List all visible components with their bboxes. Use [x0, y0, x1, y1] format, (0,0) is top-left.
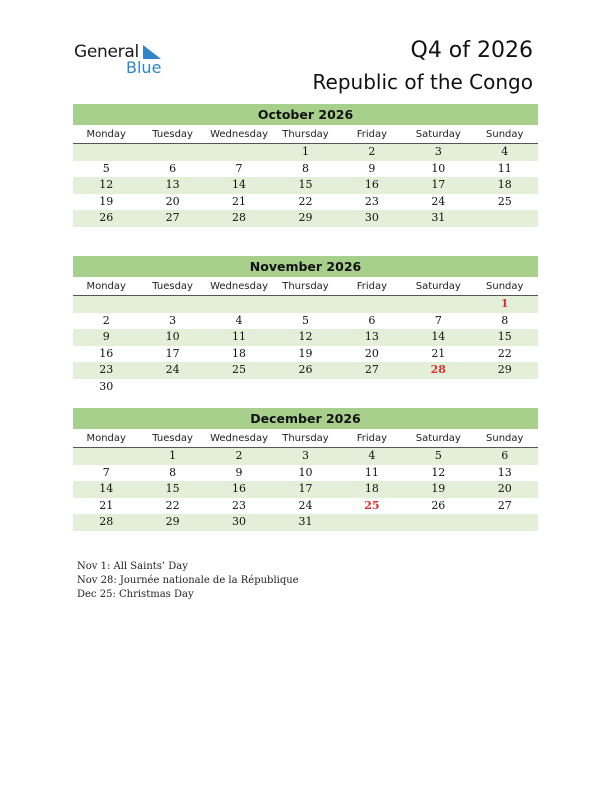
holiday-date-cell: 1	[500, 297, 509, 310]
week-row	[73, 379, 538, 396]
date-cell: 13	[165, 178, 180, 191]
date-cell: 24	[298, 498, 313, 512]
date-cell	[206, 144, 272, 161]
month-header: November 2026	[73, 256, 538, 277]
weekday-label: Monday	[86, 281, 126, 292]
date-cell: 26	[431, 498, 446, 512]
date-cell: 1	[169, 449, 177, 462]
month-header: December 2026	[73, 408, 538, 429]
date-cell: 6	[169, 161, 177, 175]
date-cell: 31	[298, 515, 313, 528]
date-cell	[139, 144, 205, 161]
date-cell: 6	[501, 449, 509, 462]
date-cell: 10	[165, 330, 180, 343]
weekday-label: Thursday	[282, 129, 329, 140]
date-cell: 23	[232, 498, 247, 512]
date-cell: 24	[165, 363, 180, 376]
date-cell: 10	[431, 161, 446, 175]
date-cell: 12	[99, 178, 114, 191]
date-cell: 14	[99, 482, 114, 495]
date-cell: 26	[99, 211, 114, 224]
week-row	[73, 465, 538, 482]
date-cell: 15	[497, 330, 512, 343]
date-cell	[339, 379, 405, 396]
weekday-label: Tuesday	[152, 281, 193, 292]
date-cell: 26	[298, 363, 313, 376]
date-cell	[339, 296, 405, 313]
date-cell: 5	[434, 449, 442, 462]
date-cell: 7	[235, 161, 243, 175]
date-cell: 11	[232, 330, 247, 343]
date-cell: 24	[431, 194, 446, 208]
logo-triangle-icon	[141, 45, 161, 59]
date-cell	[206, 296, 272, 313]
weekday-label: Sunday	[486, 281, 524, 292]
date-cell: 17	[431, 178, 446, 191]
week-row	[73, 313, 538, 330]
month-header: October 2026	[73, 104, 538, 125]
weekday-header-row	[73, 126, 538, 144]
weekday-label: Sunday	[486, 433, 524, 444]
week-row	[73, 514, 538, 531]
holiday-date-cell: 25	[364, 498, 380, 512]
date-cell: 4	[501, 145, 509, 158]
date-cell: 22	[497, 346, 512, 360]
page-title: Q4 of 2026	[410, 38, 533, 63]
date-cell: 20	[165, 194, 180, 208]
week-row	[73, 329, 538, 346]
date-cell: 20	[497, 482, 512, 495]
date-cell: 7	[434, 313, 442, 327]
date-cell: 29	[165, 515, 180, 528]
date-cell: 6	[368, 313, 376, 327]
date-cell: 5	[102, 161, 110, 175]
holiday-note: Dec 25: Christmas Day	[77, 589, 194, 600]
week-row	[73, 210, 538, 227]
weekday-label: Wednesday	[210, 433, 268, 444]
date-cell: 18	[364, 482, 379, 495]
date-cell: 30	[364, 211, 379, 224]
date-cell	[405, 379, 471, 396]
date-cell: 31	[431, 211, 446, 224]
logo-general-text: General	[74, 42, 139, 62]
weekday-label: Sunday	[486, 129, 524, 140]
date-cell: 21	[232, 194, 247, 208]
date-cell: 27	[165, 211, 180, 224]
date-cell	[405, 296, 471, 313]
date-cell: 30	[232, 515, 247, 528]
date-cell: 11	[364, 465, 379, 479]
date-cell: 2	[235, 449, 243, 462]
weekday-header-row	[73, 430, 538, 448]
date-cell	[206, 379, 272, 396]
week-row	[73, 296, 538, 313]
date-cell: 17	[165, 346, 180, 360]
date-cell: 29	[497, 363, 512, 376]
date-cell: 3	[301, 449, 309, 462]
date-cell: 15	[165, 482, 180, 495]
date-cell: 3	[169, 313, 177, 327]
date-cell: 20	[364, 346, 379, 360]
date-cell	[472, 379, 538, 396]
date-cell: 19	[431, 482, 446, 495]
date-cell	[139, 296, 205, 313]
week-row	[73, 448, 538, 465]
country-title: Republic of the Congo	[312, 70, 533, 94]
date-cell: 23	[99, 363, 114, 376]
logo-blue-text: Blue	[126, 58, 162, 77]
date-cell: 13	[364, 330, 379, 343]
date-cell: 11	[497, 161, 512, 175]
week-row	[73, 498, 538, 515]
weekday-label: Wednesday	[210, 129, 268, 140]
date-cell: 16	[232, 482, 247, 495]
date-cell: 14	[431, 330, 446, 343]
holiday-note: Nov 28: Journée nationale de la République	[77, 575, 299, 586]
week-row	[73, 194, 538, 211]
week-row	[73, 177, 538, 194]
week-row	[73, 481, 538, 498]
date-cell: 22	[165, 498, 180, 512]
date-cell: 1	[301, 145, 309, 158]
date-cell: 22	[298, 194, 313, 208]
month-december	[73, 408, 538, 531]
date-cell: 30	[99, 379, 114, 393]
date-cell: 29	[298, 211, 313, 224]
date-cell	[139, 379, 205, 396]
date-cell	[73, 144, 139, 161]
date-cell: 2	[102, 313, 110, 327]
date-cell: 17	[298, 482, 313, 495]
weekday-label: Thursday	[282, 433, 329, 444]
date-cell: 16	[364, 178, 379, 191]
date-cell: 25	[497, 194, 512, 208]
date-cell: 4	[368, 449, 376, 462]
date-cell: 28	[99, 515, 114, 528]
holiday-notes	[77, 560, 299, 602]
date-cell: 27	[497, 498, 512, 512]
date-cell: 4	[235, 313, 243, 327]
date-cell: 12	[298, 330, 313, 343]
date-cell	[272, 379, 338, 396]
weekday-label: Friday	[356, 129, 388, 140]
weekday-label: Tuesday	[152, 129, 193, 140]
date-cell: 8	[169, 465, 177, 479]
date-cell	[73, 448, 139, 465]
date-cell: 27	[364, 363, 379, 376]
weekday-label: Saturday	[415, 433, 461, 444]
date-cell: 8	[301, 161, 309, 175]
date-cell: 7	[102, 465, 110, 479]
week-row	[73, 346, 538, 363]
weekday-label: Tuesday	[152, 433, 193, 444]
date-cell: 13	[497, 465, 512, 479]
week-row	[73, 362, 538, 379]
weekday-label: Monday	[86, 129, 126, 140]
date-cell: 12	[431, 465, 446, 479]
date-cell: 3	[434, 145, 442, 158]
week-row	[73, 161, 538, 178]
date-cell: 23	[364, 194, 379, 208]
date-cell: 19	[99, 194, 114, 208]
date-cell: 19	[298, 346, 313, 360]
weekday-label: Wednesday	[210, 281, 268, 292]
date-cell: 14	[232, 178, 247, 191]
weekday-label: Monday	[86, 433, 126, 444]
weekday-label: Friday	[356, 281, 388, 292]
holiday-date-cell: 28	[430, 363, 446, 376]
date-cell: 8	[501, 313, 509, 327]
weekday-header-row	[73, 278, 538, 296]
date-cell: 21	[99, 498, 114, 512]
date-cell: 28	[232, 211, 247, 224]
date-cell: 2	[368, 145, 376, 158]
date-cell: 18	[232, 346, 247, 360]
weekday-label: Friday	[356, 433, 388, 444]
weekday-label: Saturday	[415, 281, 461, 292]
date-cell: 15	[298, 178, 313, 191]
week-row	[73, 144, 538, 161]
weekday-label: Saturday	[415, 129, 461, 140]
weekday-label: Thursday	[282, 281, 329, 292]
month-october	[73, 104, 538, 227]
logo	[74, 42, 174, 78]
month-november	[73, 256, 538, 395]
date-cell: 25	[232, 363, 247, 376]
date-cell: 18	[497, 178, 512, 191]
date-cell	[472, 514, 538, 531]
date-cell: 5	[301, 313, 309, 327]
date-cell: 10	[298, 465, 313, 479]
date-cell: 16	[99, 346, 114, 360]
date-cell: 9	[102, 330, 110, 343]
date-cell: 21	[431, 346, 446, 360]
date-cell	[272, 296, 338, 313]
date-cell	[339, 514, 405, 531]
date-cell	[73, 296, 139, 313]
date-cell	[405, 514, 471, 531]
date-cell: 9	[368, 161, 376, 175]
date-cell: 9	[235, 465, 243, 479]
date-cell	[472, 210, 538, 227]
holiday-note: Nov 1: All Saints’ Day	[77, 561, 188, 572]
